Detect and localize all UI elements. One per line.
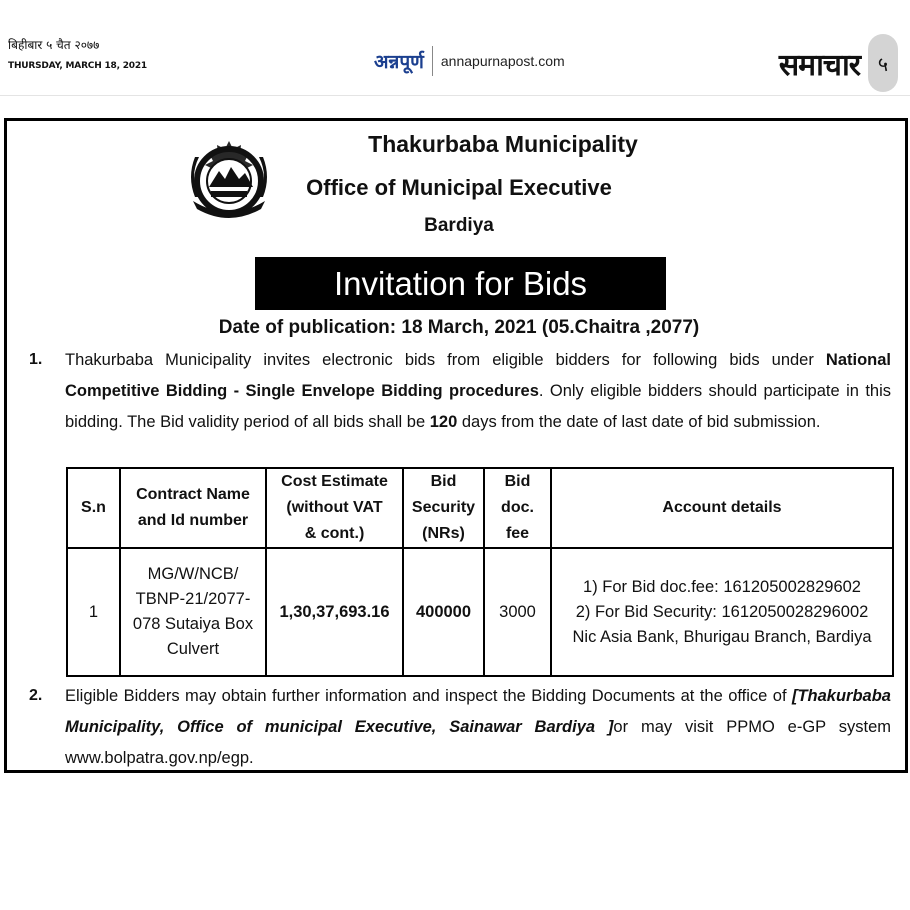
header-text: Security [411, 499, 476, 516]
bids-table [66, 467, 894, 677]
date-english: THURSDAY, MARCH 18, 2021 [8, 61, 147, 71]
publication-date: Date of publication: 18 March, 2021 (05.Chaitra ,2077) [218, 317, 700, 338]
header-text: Bid [504, 473, 531, 490]
header-text: Account details [662, 499, 782, 516]
validity-days: 120 [429, 413, 458, 431]
office-address: [Thakurbaba Municipality, Office of municipal Executive, Sainawar Bardiya ] [65, 687, 891, 736]
cell-fee: 3000 [484, 548, 551, 676]
cell-sn: 1 [67, 548, 120, 676]
newspaper-url: annapurnapost.com [440, 53, 565, 69]
municipality-name: Thakurbaba Municipality [368, 131, 638, 157]
account-line: 1) For Bid doc.fee: 161205002829602 [583, 577, 861, 596]
cell-text: MG/W/NCB/ [147, 565, 239, 583]
header-text: Bid [430, 473, 457, 490]
text-run: Eligible Bidders may obtain further information and inspect the Bidding Documents at the office of [65, 687, 792, 705]
masthead-divider [0, 95, 910, 96]
bid-notice [4, 118, 908, 773]
newspaper-logo: अन्नपूर्ण [374, 51, 424, 73]
header-text: (NRs) [422, 525, 465, 542]
table-row [67, 548, 893, 676]
cell-text: Culvert [166, 640, 220, 658]
header-text: & cont.) [304, 525, 365, 542]
text-run: Thakurbaba Municipality invites electronic bids from eligible bidders for following bids under [65, 351, 826, 369]
header-security [403, 468, 484, 548]
item-number: 2. [29, 687, 43, 704]
header-text: (without VAT [286, 499, 383, 516]
header-text: Contract Name [136, 486, 250, 503]
cell-security: 400000 [403, 548, 484, 676]
cell-cost: 1,30,37,693.16 [266, 548, 403, 676]
header-text: S.n [81, 499, 106, 516]
district-name: Bardiya [424, 215, 494, 236]
notice-title-banner: Invitation for Bids [255, 257, 666, 310]
header-fee [484, 468, 551, 548]
section-name: समाचार [778, 47, 860, 83]
text-run: . Only eligible bidders should participate in this bidding. The Bid validity period of all bids shall be [65, 382, 891, 431]
account-line: 2) For Bid Security: 1612050028296002 [575, 602, 869, 621]
table-header-row [67, 468, 893, 548]
masthead-section [779, 34, 898, 92]
header-contract [120, 468, 266, 548]
header-account [551, 468, 893, 548]
masthead-brand [374, 46, 565, 76]
cell-text: TBNP-21/2077- [135, 590, 251, 608]
cell-account [551, 548, 893, 676]
logo-divider [432, 46, 433, 76]
newspaper-masthead [0, 0, 910, 96]
header-text: and Id number [137, 512, 249, 529]
text-run: days from the date of last date of bid submission. [457, 413, 821, 431]
header-text: fee [505, 525, 530, 542]
header-cost [266, 468, 403, 548]
header-text: doc. [501, 499, 534, 516]
item-number: 1. [29, 351, 43, 368]
date-nepali: बिहीबार ५ चैत २०७७ [8, 38, 100, 52]
office-name: Office of Municipal Executive [306, 175, 612, 200]
account-line: Nic Asia Bank, Bhurigau Branch, Bardiya [572, 627, 872, 646]
page-number: ५ [868, 34, 898, 92]
header-text: Cost Estimate [281, 473, 388, 490]
header-sn [67, 468, 120, 548]
cell-text: 078 Sutaiya Box [132, 615, 254, 633]
text-run: or may visit PPMO e-GP system www.bolpatra.gov.np/egp. [65, 718, 891, 767]
item-1-text [65, 345, 891, 438]
text-run-bold: National Competitive Bidding - Single Envelope Bidding procedures [65, 351, 891, 400]
cell-contract [120, 548, 266, 676]
masthead-date [8, 36, 147, 71]
item-2-text [65, 681, 891, 774]
